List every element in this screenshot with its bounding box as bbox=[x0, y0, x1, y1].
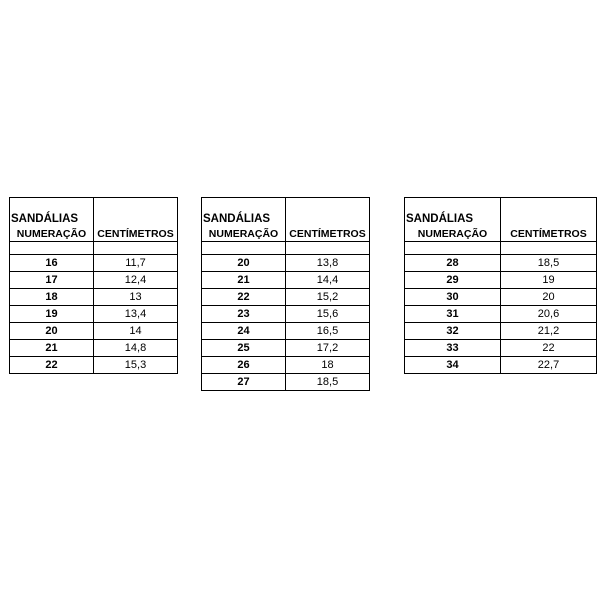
blank-cell bbox=[10, 242, 94, 255]
table-row bbox=[202, 289, 370, 306]
blank-cell bbox=[405, 242, 501, 255]
size-number: 23 bbox=[202, 306, 286, 323]
size-centimeters: 11,7 bbox=[94, 255, 178, 272]
size-centimeters: 13,8 bbox=[286, 255, 370, 272]
size-number: 16 bbox=[10, 255, 94, 272]
size-number: 22 bbox=[10, 357, 94, 374]
size-centimeters: 14,8 bbox=[94, 340, 178, 357]
header-row bbox=[10, 227, 178, 242]
size-centimeters: 14,4 bbox=[286, 272, 370, 289]
table-row bbox=[405, 340, 597, 357]
size-table-2 bbox=[201, 197, 370, 391]
table-row bbox=[10, 306, 178, 323]
size-centimeters: 15,2 bbox=[286, 289, 370, 306]
table-row bbox=[10, 323, 178, 340]
size-centimeters: 20 bbox=[501, 289, 597, 306]
table-row bbox=[405, 255, 597, 272]
size-table-body bbox=[405, 198, 597, 374]
size-centimeters: 22,7 bbox=[501, 357, 597, 374]
size-number: 26 bbox=[202, 357, 286, 374]
size-table-1 bbox=[9, 197, 178, 374]
size-number: 18 bbox=[10, 289, 94, 306]
size-centimeters: 18,5 bbox=[286, 374, 370, 391]
title-row bbox=[202, 198, 370, 228]
column-header-numeracao: NUMERAÇÃO bbox=[405, 227, 501, 242]
size-centimeters: 16,5 bbox=[286, 323, 370, 340]
table-row bbox=[10, 340, 178, 357]
title-spacer bbox=[501, 198, 597, 228]
table-row bbox=[10, 255, 178, 272]
column-header-centimetros: CENTÍMETROS bbox=[501, 227, 597, 242]
size-centimeters: 14 bbox=[94, 323, 178, 340]
table-row bbox=[405, 323, 597, 340]
size-number: 17 bbox=[10, 272, 94, 289]
table-title: SANDÁLIAS bbox=[405, 198, 501, 228]
size-centimeters: 20,6 bbox=[501, 306, 597, 323]
blank-cell bbox=[286, 242, 370, 255]
table-row bbox=[10, 272, 178, 289]
size-number: 28 bbox=[405, 255, 501, 272]
size-centimeters: 22 bbox=[501, 340, 597, 357]
size-number: 21 bbox=[10, 340, 94, 357]
table-title: SANDÁLIAS bbox=[10, 198, 94, 228]
size-number: 27 bbox=[202, 374, 286, 391]
table-row bbox=[202, 272, 370, 289]
size-number: 30 bbox=[405, 289, 501, 306]
table-row bbox=[202, 306, 370, 323]
blank-row bbox=[202, 242, 370, 255]
size-centimeters: 21,2 bbox=[501, 323, 597, 340]
size-table-body bbox=[10, 198, 178, 374]
header-row bbox=[405, 227, 597, 242]
size-number: 33 bbox=[405, 340, 501, 357]
size-number: 22 bbox=[202, 289, 286, 306]
size-centimeters: 18,5 bbox=[501, 255, 597, 272]
size-number: 34 bbox=[405, 357, 501, 374]
size-centimeters: 12,4 bbox=[94, 272, 178, 289]
title-row bbox=[405, 198, 597, 228]
size-number: 20 bbox=[10, 323, 94, 340]
size-number: 29 bbox=[405, 272, 501, 289]
blank-cell bbox=[501, 242, 597, 255]
column-header-numeracao: NUMERAÇÃO bbox=[202, 227, 286, 242]
table-row bbox=[202, 323, 370, 340]
column-header-centimetros: CENTÍMETROS bbox=[286, 227, 370, 242]
table-row bbox=[405, 272, 597, 289]
table-title: SANDÁLIAS bbox=[202, 198, 286, 228]
size-table-3 bbox=[404, 197, 597, 374]
size-centimeters: 13,4 bbox=[94, 306, 178, 323]
size-centimeters: 18 bbox=[286, 357, 370, 374]
table-row bbox=[10, 289, 178, 306]
column-header-centimetros: CENTÍMETROS bbox=[94, 227, 178, 242]
size-centimeters: 15,6 bbox=[286, 306, 370, 323]
column-header-numeracao: NUMERAÇÃO bbox=[10, 227, 94, 242]
size-centimeters: 17,2 bbox=[286, 340, 370, 357]
size-centimeters: 13 bbox=[94, 289, 178, 306]
size-centimeters: 19 bbox=[501, 272, 597, 289]
title-spacer bbox=[94, 198, 178, 228]
table-row bbox=[202, 357, 370, 374]
table-row bbox=[202, 374, 370, 391]
size-number: 31 bbox=[405, 306, 501, 323]
table-row bbox=[405, 357, 597, 374]
size-number: 25 bbox=[202, 340, 286, 357]
blank-row bbox=[10, 242, 178, 255]
size-number: 32 bbox=[405, 323, 501, 340]
title-row bbox=[10, 198, 178, 228]
size-table-body bbox=[202, 198, 370, 391]
header-row bbox=[202, 227, 370, 242]
table-row bbox=[202, 340, 370, 357]
table-row bbox=[10, 357, 178, 374]
blank-cell bbox=[202, 242, 286, 255]
size-number: 21 bbox=[202, 272, 286, 289]
title-spacer bbox=[286, 198, 370, 228]
size-centimeters: 15,3 bbox=[94, 357, 178, 374]
size-number: 24 bbox=[202, 323, 286, 340]
table-row bbox=[405, 289, 597, 306]
table-row bbox=[405, 306, 597, 323]
blank-row bbox=[405, 242, 597, 255]
size-number: 19 bbox=[10, 306, 94, 323]
blank-cell bbox=[94, 242, 178, 255]
size-number: 20 bbox=[202, 255, 286, 272]
table-row bbox=[202, 255, 370, 272]
